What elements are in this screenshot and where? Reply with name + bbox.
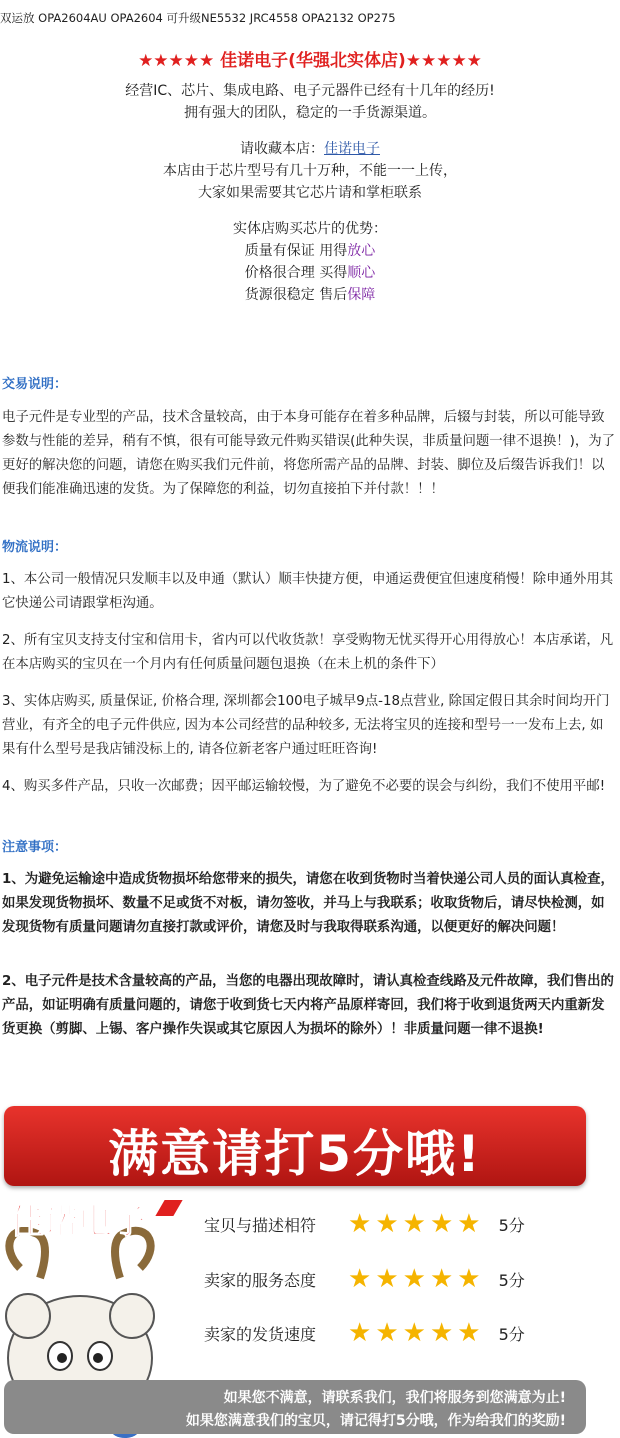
logistics-title: 物流说明： [2, 540, 68, 555]
advantage-3: 货源很稳定 售后保障 [244, 287, 376, 303]
rating-label: 卖家的服务态度 [204, 1270, 317, 1290]
advantages-title: 实体店购买芯片的优势： [233, 221, 387, 237]
notes-p1: 1、为避免运输途中造成货物损坏给您带来的损失，请您在收到货物时当着快递公司人员的面认真检查，如果发现货物损坏、数量不足或货不对板，请勿签收，并马上与我联系；收取货物后，请尽快检测，如发现货物有质量问题请勿直接打款或评价，请您及时与我取得联系沟通，以便更好的解决问题！ [2, 872, 614, 935]
star-icon: ★ [348, 1318, 372, 1348]
shop-title: ★★★★★ 佳诺电子(华强北实体店)★★★★★ [138, 51, 482, 71]
notes-p2: 2、电子元件是技术含量较高的产品，当您的电器出现故障时，请认真检查线路及元件故障，我们售出的产品，如证明确有质量问题的，请您于收到货七天内将产品原样寄回，我们将于收到退货两天内重新发货更换（剪脚、上锡、客户操作失误或其它原因人为损坏的除外）！非质量问题一律不退换! [2, 974, 614, 1037]
intro-line4: 本店由于芯片型号有几十万种，不能一一上传， [163, 163, 457, 179]
rating-banner [4, 1106, 586, 1186]
notes-title: 注意事项： [2, 840, 68, 855]
footer-line-2: 如果您满意我们的宝贝，请记得打5分哦，作为给我们的奖励! [185, 1413, 566, 1429]
rating-score: 5分 [498, 1324, 525, 1344]
star-icon: ★ [402, 1318, 426, 1348]
rating-row-shipping [204, 1318, 525, 1348]
logistics-p4: 4、购买多件产品，只收一次邮费；因平邮运输较慢，为了避免不必要的误会与纠纷，我们不使用平邮! [2, 779, 606, 794]
rating-row-service [204, 1264, 525, 1294]
rating-label: 宝贝与描述相符 [204, 1215, 317, 1235]
footer-line-1: 如果您不满意，请联系我们，我们将服务到您满意为止! [223, 1390, 566, 1406]
star-icon: ★ [457, 1209, 481, 1239]
advantages-block [0, 218, 620, 306]
star-icon: ★ [375, 1209, 399, 1239]
rating-row-description [204, 1209, 525, 1239]
product-line: 双运放 OPA2604AU OPA2604 可升级NE5532 JRC4558 OPA2132 OP275 [0, 11, 396, 25]
star-icon: ★ [429, 1318, 454, 1348]
intro-line2: 拥有强大的团队，稳定的一手货源渠道。 [184, 105, 436, 121]
star-icon: ★ [402, 1209, 426, 1239]
star-icon: ★ [348, 1264, 372, 1294]
banner-headline: 满意请打5分哦! [108, 1125, 482, 1183]
shop-link[interactable]: 佳诺电子 [324, 141, 380, 157]
star-icon: ★ [375, 1318, 399, 1348]
footer-bar [4, 1380, 586, 1434]
rating-score: 5分 [498, 1270, 525, 1290]
intro-line1: 经营IC、芯片、集成电路、电子元器件已经有十几年的经历! [125, 83, 495, 99]
star-icon: ★ [457, 1318, 481, 1348]
rating-stars [348, 1211, 481, 1237]
rating-stars [348, 1320, 481, 1346]
intro-line5: 大家如果需要其它芯片请和掌柜联系 [198, 185, 422, 201]
star-icon: ★ [348, 1209, 372, 1239]
star-icon: ★ [429, 1209, 454, 1239]
intro-block [0, 80, 620, 124]
logistics-p2: 2、所有宝贝支持支付宝和信用卡，省内可以代收货款！享受购物无忧买得开心用得放心！本店承诺，凡在本店购买的宝贝在一个月内有任何质量问题包退换（在未上机的条件下） [2, 633, 614, 672]
advantage-1: 质量有保证 用得放心 [244, 243, 376, 259]
bookmark-line: 请收藏本店：佳诺电子 [240, 141, 380, 157]
star-icon: ★ [402, 1264, 426, 1294]
star-icon: ★ [457, 1264, 481, 1294]
brand-name: 佳诺电子 [10, 1202, 146, 1242]
star-icon: ★ [375, 1264, 399, 1294]
star-icon: ★ [429, 1264, 454, 1294]
advantage-2: 价格很合理 买得顺心 [244, 265, 376, 281]
trade-title: 交易说明： [2, 377, 68, 392]
rating-stars [348, 1266, 481, 1292]
bookmark-block [0, 138, 620, 204]
rating-score: 5分 [498, 1215, 525, 1235]
trade-text: 电子元件是专业型的产品，技术含量较高，由于本身可能存在着多种品牌，后辍与封装，所以可能导致参数与性能的差异，稍有不慎，很有可能导致元件购买错误(此种失误，非质量问题一律不退换！)，为了更好的解决您的问题，请您在购买我们元件前，将您所需产品的品牌、封装、脚位及后缀告诉我们！以便我们能准确迅速的发货。为了保障您的利益，切勿直接拍下并付款！！！ [2, 410, 616, 497]
logistics-p3: 3、实体店购买, 质量保证, 价格合理, 深圳都会100电子城早9点-18点营业, 除国定假日其余时间均开门营业，有齐全的电子元件供应, 因为本公司经营的品种较多, 无法将宝贝的连接和型号一一发布上去, 如果有什么型号是我店铺没标上的, 请各位新老客户通过旺旺咨询! [2, 694, 610, 757]
rating-label: 卖家的发货速度 [204, 1324, 317, 1344]
logistics-p1: 1、本公司一般情况只发顺丰以及申通（默认）顺丰快捷方便，申通运费便宜但速度稍慢！除申通外用其它快递公司请跟掌柜沟通。 [2, 572, 614, 611]
